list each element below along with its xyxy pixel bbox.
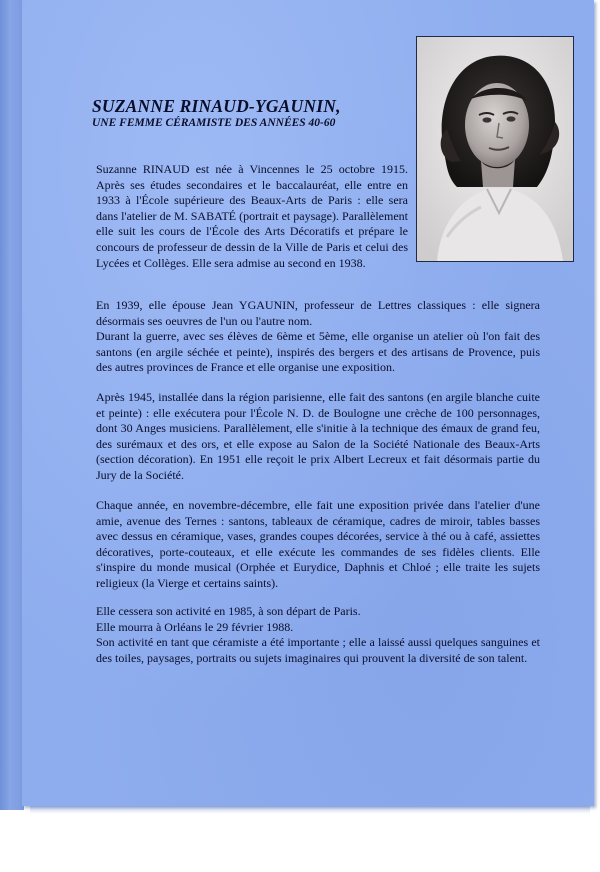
- paragraph-after-1945: [96, 390, 540, 484]
- paragraph-biography: [96, 162, 408, 271]
- portrait-image: [417, 37, 573, 261]
- article-subtitle: UNE FEMME CÉRAMISTE DES ANNÉES 40-60: [92, 117, 336, 129]
- paragraph-text: Elle cessera son activité en 1985, à son départ de Paris.: [96, 604, 361, 618]
- paragraph-text: Elle mourra à Orléans le 29 février 1988.: [96, 619, 294, 634]
- paragraph-text: Son activité en tant que céramiste a été importante ; elle a laissé aussi quelques sanguines et des toiles, paysages, portraits ou sujets imaginaires qui prouvent la diversité de son talent.: [96, 635, 540, 665]
- article-title: SUZANNE RINAUD-YGAUNIN,: [92, 96, 341, 116]
- paragraph-text: Après 1945, installée dans la région parisienne, elle fait des santons (en argile blanche cuite et peinte) : elle exécutera pour l'École N. D. de Boulogne une crèche de 100 personnages, dont 30 Anges musiciens. Parallèlement, elle s'initie à la technique des émaux de grand feu, des surémaux et des ors, et elle expose au Salon de la Société Nationale des Beaux-Arts (section décoration). En 1951 elle reçoit le prix Albert Lecreux et fait désormais partie du Jury de la Société.: [96, 390, 540, 482]
- paragraph-text: Durant la guerre, avec ses élèves de 6ème et 5ème, elle organise un atelier où l'on fait des santons (en argile séchée et peinte), inspirés des bergers et des artisans de Provence, puis des autres provinces de France et elle organise une exposition.: [96, 329, 540, 375]
- booklet-spine: [0, 0, 24, 810]
- paragraph-text: Chaque année, en novembre-décembre, elle fait une exposition privée dans l'atelier d'une amie, avenue des Ternes : santons, tableaux de céramique, cadres de miroir, tables basses avec dessus en céramique, vases, grandes coupes décorées, service à thé ou à café, assiettes décoratives, porte-couteaux, et elle exécute les commandes de ses fidèles clients. Elle s'inspire du monde musical (Orphée et Eurydice, Daphnis et Chloé ; elle traite les sujets religieux (la Vierge et certains saints).: [96, 498, 540, 590]
- paragraph-conclusion: [96, 604, 540, 666]
- portrait-photo: [416, 36, 574, 262]
- paragraph-text: Suzanne RINAUD est née à Vincennes le 25 octobre 1915. Après ses études secondaires et le baccalauréat, elle entre en 1933 à l'École supérieure des Beaux-Arts de Paris : elle sera dans l'atelier de M. SABATÉ (portrait et paysage). Parallèlement elle suit les cours de l'École des Arts Décoratifs et prépare le concours de professeur de dessin de la Ville de Paris et celui des Lycées et Collèges. Elle sera admise au second en 1938.: [96, 162, 408, 270]
- paragraph-marriage-war: [96, 298, 540, 376]
- article-heading: [92, 96, 412, 131]
- paragraph-text: En 1939, elle épouse Jean YGAUNIN, professeur de Lettres classiques : elle signera désormais ses oeuvres de l'un ou l'autre nom.: [96, 298, 540, 328]
- paragraph-exhibitions: [96, 498, 540, 592]
